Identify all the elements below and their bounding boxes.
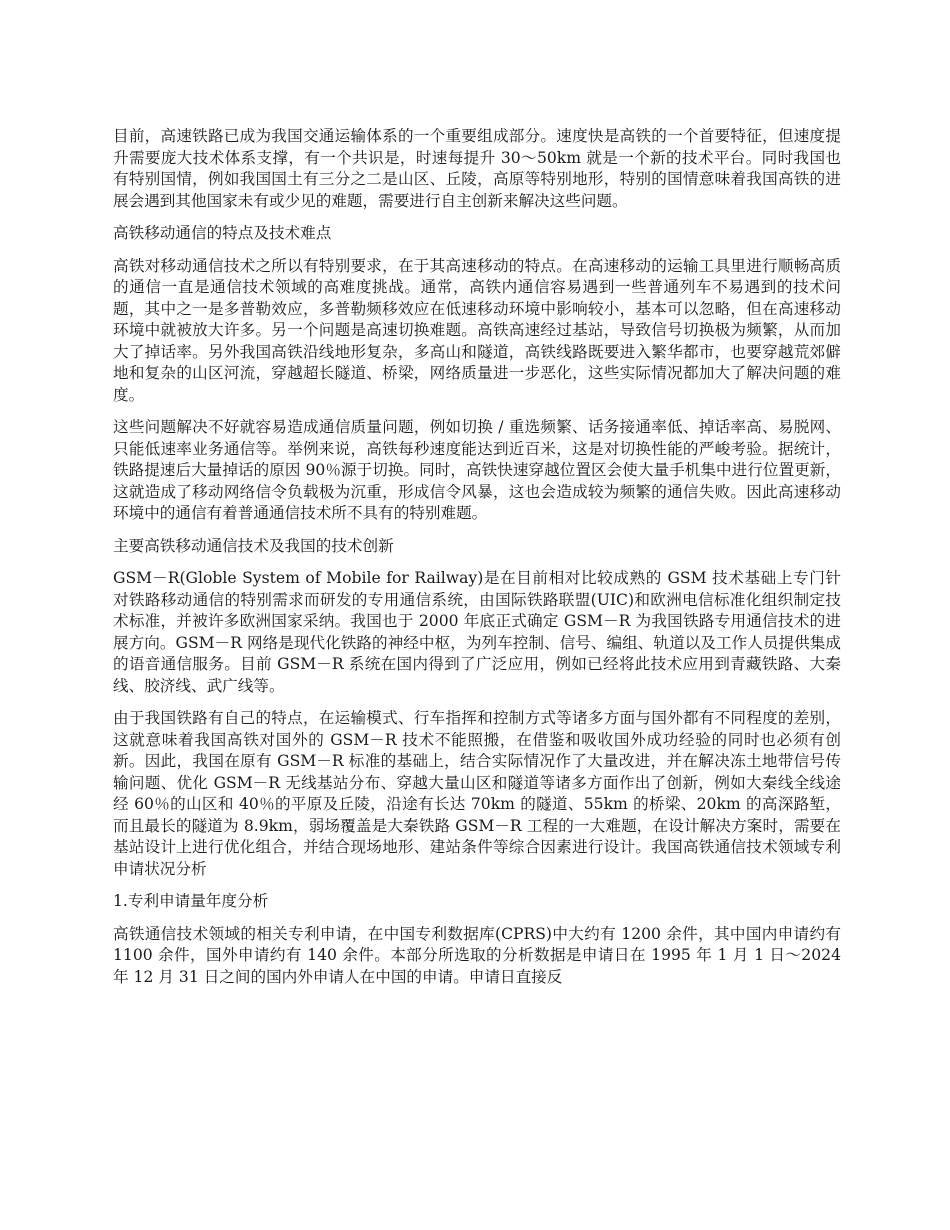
document-body [113,126,841,999]
paragraph-mobile-comm-features: 高铁对移动通信技术之所以有特别要求，在于其高速移动的特点。在高速移动的运输工具里进行顺畅高质的通信一直是通信技术领域的高难度挑战。通常，高铁内通信容易遇到一些普通列车不易遇到的技术问题，其中之一是多普勒效应，多普勒频移效应在低速移动环境中影响较小，基本可以忽略，但在高速移动环境中就被放大许多。另一个问题是高速切换难题。高铁高速经过基站，导致信号切换极为频繁，从而加大了掉话率。另外我国高铁沿线地形复杂，多高山和隧道，高铁线路既要进入繁华都市，也要穿越荒郊僻地和复杂的山区河流，穿越超长隧道、桥梁，网络质量进一步恶化，这些实际情况都加大了解决问题的难度。 [113,256,841,404]
section-heading-innovation: 主要高铁移动通信技术及我国的技术创新 [113,536,394,555]
intro-paragraph: 目前，高速铁路已成为我国交通运输体系的一个重要组成部分。速度快是高铁的一个首要特征，但速度提升需要庞大技术体系支撑，有一个共识是，时速每提升 30～50km 就是一个新的技术平台。同时我国也有特别国情，例如我国国土有三分之二是山区、丘陵，高原等特别地形，特别的国情意味着我国高铁的进展会遇到其他国家未有或少见的难题，需要进行自主创新来解决这些问题。 [113,127,841,210]
section-heading-features: 高铁移动通信的特点及技术难点 [113,224,332,242]
paragraph-comm-quality-problems: 这些问题解决不好就容易造成通信质量问题，例如切换 / 重选频繁、话务接通率低、掉话率高、易脱网、只能低速率业务通信等。举例来说，高铁每秒速度能达到近百米，这是对切换性能的严峻考验。据统计，铁路提速后大量掉话的原因 90％源于切换。同时，高铁快速穿越位置区会使大量手机集中进行位置更新，这就造成了移动网络信令负载极为沉重，形成信令风暴，这也会造成较为频繁的通信失败。因此高速移动环境中的通信有着普通通信技术所不具有的特别难题。 [113,418,841,522]
paragraph-gsm-r-intro: GSM－R(Globle System of Mobile for Railway)是在目前相对比较成熟的 GSM 技术基础上专门针对铁路移动通信的特别需求而研发的专用通信系统，由国际铁路联盟(UIC)和欧洲电信标准化组织制定技术标准，并被许多欧洲国家采纳。我国也于 2000 年底正式确定 GSM－R 为我国铁路专用通信技术的进展方向。GSM－R 网络是现代化铁路的神经中枢，为列车控制、信号、编组、轨道以及工作人员提供集成的语音通信服务。目前 GSM－R 系统在国内得到了广泛应用，例如已经将此技术应用到青藏铁路、大秦线、胶济线、武广线等。 [113,569,841,695]
paragraph-patent-data: 高铁通信技术领域的相关专利申请，在中国专利数据库(CPRS)中大约有 1200 余件，其中国内申请约有 1100 余件，国外申请约有 140 余件。本部分所选取的分析数据是申请日在 1995 年 1 月 1 日～2024 年 12 月 31 日之间的国内外申请人在中国的申请。申请日直接反 [113,924,841,986]
paragraph-gsm-r-innovation: 由于我国铁路有自己的特点，在运输模式、行车指挥和控制方式等诸多方面与国外都有不同程度的差别，这就意味着我国高铁对国外的 GSM－R 技术不能照搬，在借鉴和吸收国外成功经验的同时也必须有创新。因此，我国在原有 GSM－R 标准的基础上，结合实际情况作了大量改进，并在解决冻土地带信号传输问题、优化 GSM－R 无线基站分布、穿越大量山区和隧道等诸多方面作出了创新，例如大秦线全线途经 60％的山区和 40％的平原及丘陵，沿途有长达 70km 的隧道、55km 的桥梁、20km 的高深路堑，而且最长的隧道为 8.9km，弱场覆盖是大秦铁路 GSM－R 工程的一大难题，在设计解决方案时，需要在基站设计上进行优化组合，并结合现场地形、建站条件等综合因素进行设计。我国高铁通信技术领域专利申请状况分析 [113,709,841,878]
section-heading-patent-annual: 1.专利申请量年度分析 [113,892,269,910]
